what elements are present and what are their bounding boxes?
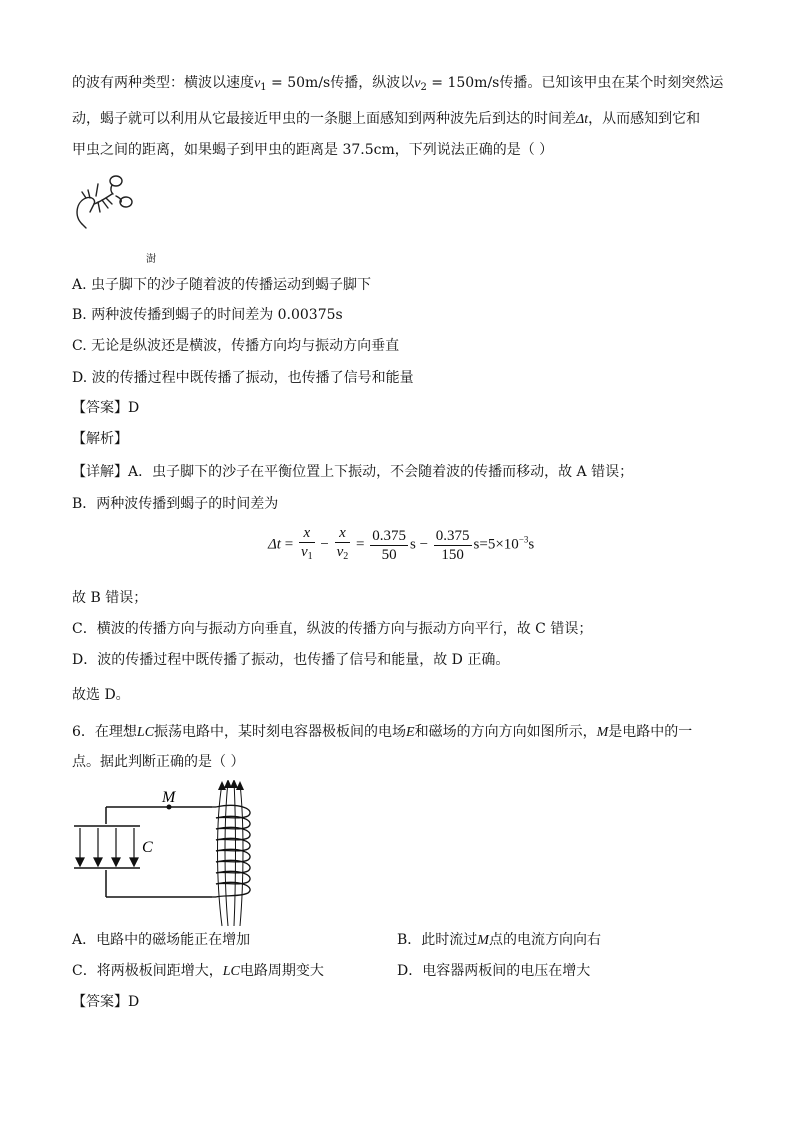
- formula-minus: −: [419, 536, 429, 553]
- v2-value: = 150m/s: [426, 75, 500, 91]
- fraction-x-v1: [299, 524, 315, 566]
- q6-option-c: [72, 961, 324, 982]
- m-symbol: M: [596, 725, 609, 740]
- detail-tag: 【详解】: [72, 464, 128, 480]
- lc-symbol: LC: [136, 725, 155, 740]
- q6-option-a: A．电路中的磁场能正在增加: [72, 932, 251, 948]
- q5-option-d: D. 波的传播过程中既传播了振动，也传播了信号和能量: [72, 370, 414, 386]
- fraction-den-sub: 1: [307, 551, 313, 562]
- v1-symbol: v: [254, 76, 261, 91]
- formula-eq: =: [356, 536, 365, 553]
- q6-option-text: 电路周期变大: [239, 963, 324, 979]
- v2-subscript: 2: [420, 82, 427, 93]
- fig-m-label: M: [162, 789, 176, 806]
- q5-b-wrong: 故 B 错误；: [72, 590, 148, 606]
- q6-text: 振荡电路中，某时刻电容器极板间的电场: [154, 724, 407, 740]
- q5-option-b: B. 两种波传播到蝎子的时间差为 0.00375s: [72, 307, 343, 323]
- intro-line-3: 甲虫之间的距离，如果蝎子到甲虫的距离是 37.5cm，下列说法正确的是（ ）: [72, 142, 554, 158]
- answer-value: D: [128, 994, 140, 1010]
- fraction-0375-50: [370, 527, 408, 564]
- intro-text: 动，蝎子就可以利用从它最接近甲虫的一条腿上面感知到两种波先后到达的时间差: [72, 111, 576, 127]
- fraction-num: 0.375: [435, 527, 470, 544]
- q5-option-c: C. 无论是纵波还是横波，传播方向均与振动方向垂直: [72, 338, 400, 354]
- formula-lhs: Δt: [268, 536, 281, 553]
- formula-eq: =: [284, 536, 294, 553]
- v1-subscript: 1: [260, 82, 267, 93]
- intro-line-2: [72, 109, 700, 130]
- q5-detail-d: D．波的传播过程中既传播了振动，也传播了信号和能量，故 D 正确。: [72, 652, 510, 668]
- intro-text: 的波有两种类型：横波以速度: [72, 75, 254, 91]
- q5-option-a: A. 虫子脚下的沙子随着波的传播运动到蝎子脚下: [72, 277, 372, 293]
- q6-option-text: C．将两极板间距增大，: [72, 963, 223, 979]
- intro-text: ，从而感知到它和: [588, 111, 701, 127]
- answer-tag: 【答案】: [72, 400, 128, 416]
- delta-t-symbol: Δt: [576, 112, 589, 127]
- formula-unit: s: [528, 536, 535, 553]
- q6-stem-line-1: [72, 722, 692, 743]
- scorpion-figure: [72, 172, 142, 232]
- fig-c-label: C: [142, 839, 153, 856]
- q5-detail-a: [72, 462, 633, 482]
- fraction-0375-150: [434, 527, 472, 564]
- m-symbol: M: [477, 933, 489, 948]
- fraction-x-v2: [335, 524, 351, 566]
- fraction-num: x: [335, 524, 351, 543]
- fraction-num: 0.375: [372, 527, 406, 544]
- q5-answer: [72, 398, 139, 418]
- intro-line-1: [72, 73, 723, 98]
- q6-option-text: B．此时流过: [397, 932, 478, 948]
- q5-detail-c: C．横波的传播方向与振动方向垂直，纵波的传播方向与振动方向平行，故 C 错误；: [72, 621, 593, 637]
- detail-text: A．虫子脚下的沙子在平衡位置上下振动，不会随着波的传播而移动，故 A 错误；: [128, 464, 634, 480]
- q5-analysis-tag: 【解析】: [72, 431, 128, 447]
- v1-value: = 50m/s: [266, 75, 331, 91]
- q6-text: 是电路中的一: [608, 724, 693, 740]
- fraction-den-sub: 2: [343, 551, 349, 562]
- q6-answer: [72, 992, 139, 1012]
- intro-text: 传播。已知该甲虫在某个时刻突然运: [499, 75, 724, 91]
- q6-option-d: D．电容器两板间的电压在增大: [397, 963, 591, 979]
- figure1-caption: 澍: [146, 254, 156, 265]
- answer-value: D: [128, 400, 140, 416]
- fraction-den: 150: [441, 546, 464, 563]
- formula-result: s=5×10: [473, 536, 519, 553]
- fraction-den: v: [336, 544, 344, 560]
- q6-option-text: 点的电流方向向右: [488, 932, 601, 948]
- e-symbol: E: [406, 725, 415, 740]
- lc-circuit-figure: [72, 780, 272, 928]
- q6-option-b: [397, 930, 601, 951]
- answer-tag: 【答案】: [72, 994, 128, 1010]
- fraction-num: x: [299, 524, 315, 543]
- q6-text: 6．在理想: [72, 724, 137, 740]
- formula-minus: −: [320, 536, 329, 553]
- q6-text: 和磁场的方向方向如图所示，: [414, 724, 597, 740]
- formula-unit: s: [409, 536, 416, 553]
- q6-stem-line-2: 点。据此判断正确的是（ ）: [72, 754, 245, 770]
- delta-t-formula: [268, 524, 534, 566]
- q5-detail-b: B．两种波传播到蝎子的时间差为: [72, 496, 279, 512]
- q5-choose: 故选 D。: [72, 687, 130, 703]
- v2-symbol: v: [414, 76, 421, 91]
- fraction-den: 50: [381, 546, 397, 563]
- lc-symbol: LC: [222, 964, 240, 979]
- intro-text: 传播，纵波以: [330, 75, 415, 91]
- formula-exponent: −3: [518, 534, 529, 545]
- fraction-den: v: [300, 544, 308, 560]
